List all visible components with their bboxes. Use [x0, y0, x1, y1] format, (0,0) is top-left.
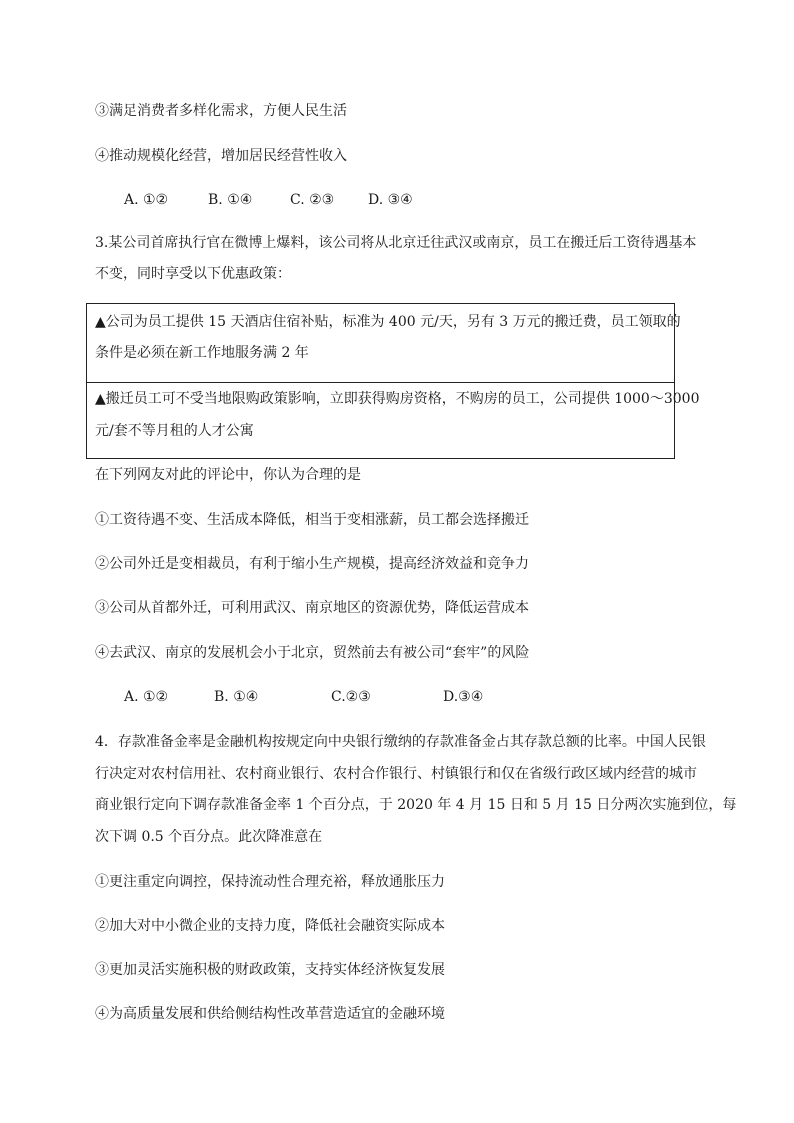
q4-statement-2: ②加大对中小微企业的支持力度，降低社会融资实际成本 [95, 918, 445, 934]
q3-statement-3: ③公司从首都外迁，可利用武汉、南京地区的资源优势，降低运营成本 [95, 600, 529, 616]
q4-stem-line-4: 次下调 0.5 个百分点。此次降准意在 [95, 829, 323, 845]
q3-statement-1: ①工资待遇不变、生活成本降低，相当于变相涨薪，员工都会选择搬迁 [95, 512, 529, 528]
q3-option-a: A. ①② [124, 689, 169, 705]
policy-1-line-2: 条件是必须在新工作地服务满 2 年 [95, 345, 309, 361]
policy-2-line-1: ▲搬迁员工可不受当地限购政策影响，立即获得购房资格，不购房的员工，公司提供 1000～3000 [95, 391, 700, 407]
q3-prompt: 在下列网友对此的评论中，你认为合理的是 [95, 467, 361, 483]
q3-statement-4: ④去武汉、南京的发展机会小于北京，贸然前去有被公司“套牢”的风险 [95, 645, 530, 661]
q2-statement-4: ④推动规模化经营，增加居民经营性收入 [95, 148, 347, 164]
q2-option-a: A. ①② [124, 192, 169, 208]
policy-1-line-1: ▲公司为员工提供 15 天酒店住宿补贴，标准为 400 元/天，另有 3 万元的搬迁费，员工领取的 [95, 314, 681, 330]
q4-stem-line-3: 商业银行定向下调存款准备金率 1 个百分点，于 2020 年 4 月 15 日和 5 月 15 日分两次实施到位，每 [95, 797, 737, 813]
q3-stem-line-1: 3.某公司首席执行官在微博上爆料，该公司将从北京迁往武汉或南京，员工在搬迁后工资待遇基本 [95, 235, 697, 251]
q4-stem-line-1: 4．存款准备金率是金融机构按规定向中央银行缴纳的存款准备金占其存款总额的比率。中国人民银 [95, 734, 706, 750]
policy-2-line-2: 元/套不等月租的人才公寓 [95, 423, 254, 439]
q2-option-b: B. ①④ [208, 192, 253, 208]
q3-option-b: B. ①④ [214, 689, 259, 705]
q3-stem-line-2: 不变，同时享受以下优惠政策： [95, 266, 291, 282]
q4-statement-1: ①更注重定向调控，保持流动性合理充裕，释放通胀压力 [95, 874, 445, 890]
q2-option-c: C. ②③ [290, 192, 335, 208]
q2-statement-3: ③满足消费者多样化需求，方便人民生活 [95, 103, 347, 119]
policy-table [86, 303, 700, 459]
q3-option-d: D.③④ [443, 689, 484, 705]
policy-row-2 [87, 383, 700, 458]
q3-statement-2: ②公司外迁是变相裁员，有利于缩小生产规模，提高经济效益和竞争力 [95, 556, 529, 572]
q3-option-c: C.②③ [331, 689, 371, 705]
q4-stem-line-2: 行决定对农村信用社、农村商业银行、农村合作银行、村镇银行和仅在省级行政区域内经营的城市 [95, 766, 697, 782]
q4-statement-4: ④为高质量发展和供给侧结构性改革营造适宜的金融环境 [95, 1006, 445, 1022]
q4-statement-3: ③更加灵活实施积极的财政政策，支持实体经济恢复发展 [95, 962, 445, 978]
policy-row-1 [87, 304, 681, 383]
q2-option-d: D. ③④ [368, 192, 413, 208]
